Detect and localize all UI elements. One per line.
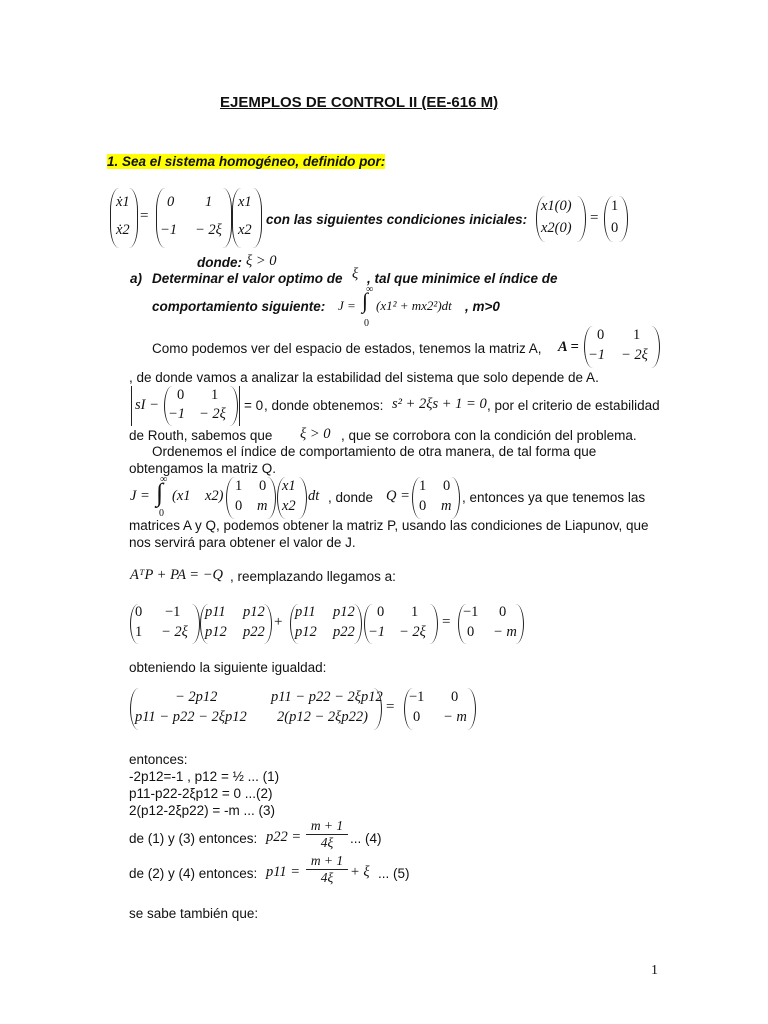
jq-integral-sign: ∫ [156,478,164,507]
p-matrix-2 [290,604,362,644]
p2-22: p22 [333,624,355,640]
index-J: J = [338,298,356,313]
al21: −1 [368,624,386,640]
jq-integral-upper: ∞ [160,474,168,485]
nq22: − m [493,624,517,640]
integral-sign: ∫ [362,288,369,313]
det-bar-left [131,386,132,426]
jq12: 0 [259,478,267,494]
eq4-denominator: 4ξ [320,835,334,850]
jqx2: x2 [282,498,296,514]
rq11: −1 [409,689,425,705]
stability-mid: , donde obtenemos: [264,398,384,413]
jq-J: J = [130,488,150,504]
q12: 0 [443,478,451,494]
page-number: 1 [651,963,658,978]
a11: 0 [167,194,175,210]
d12: 1 [211,387,219,403]
donde-label: donde: [197,255,242,270]
obtain-line: obteniendo la siguiente igualdad: [129,660,327,675]
page-title: EJEMPLOS DE CONTROL II (EE-616 M) [220,94,499,111]
jq21: 0 [235,498,243,514]
characteristic-polynomial: s² + 2ξs + 1 = 0 [392,396,487,412]
matrix-a-label: A = [558,339,579,355]
ma21: −1 [588,347,606,363]
equals-sign: = [590,210,599,226]
jq-col-vector [277,477,307,519]
problem-heading: 1. Sea el sistema homogéneo, definido por: [107,154,386,169]
p2-21: p12 [295,624,317,640]
p1-21: p12 [205,624,227,640]
system-matrix [156,188,232,248]
rq21: 0 [413,709,421,725]
equation-5-end: ... (5) [378,866,410,881]
jq-integral-lower: 0 [159,508,164,519]
equation-5-prefix: de (2) y (4) entonces: [129,866,258,881]
jq-row-x2: x2) [205,488,224,504]
part-a-line1-end: , tal que minimice el índice de [367,271,558,286]
lyapunov-equation: AᵀP + PA = −Q [130,567,223,583]
equation-2: p11-p22-2ξp12 = 0 ...(2) [129,786,273,801]
jq-row-x1: (x1 [172,488,191,504]
nq12: 0 [499,604,507,620]
r21: p11 − p22 − 2ξp12 [135,709,247,725]
equation-4-end: ... (4) [350,831,382,846]
jqx1: x1 [282,478,296,494]
result-neg-q [404,688,476,730]
part-a-line2: comportamiento siguiente: [152,299,326,314]
equation-1: -2p12=-1 , p12 = ½ ... (1) [129,769,280,784]
d11: 0 [177,387,185,403]
donde-condition: ξ > 0 [246,253,277,269]
equation-5-fraction [306,853,348,886]
x1-0: x1(0) [541,198,572,214]
nq21: 0 [467,624,475,640]
det-bar-right [239,386,240,426]
equation-5-lhs: p11 = [266,864,301,880]
eq5-denominator: 4ξ [320,870,334,885]
at-matrix [130,604,200,644]
at12: −1 [165,604,181,620]
rq12: 0 [451,689,459,705]
index-expression: (x1² + mx2²)dt [376,298,452,313]
eq4-numerator: m + 1 [306,818,348,835]
part-a-label: a) [130,271,143,286]
q22: m [441,498,452,514]
equation-5-plus-xi: + ξ [350,864,370,880]
q-label: Q = [386,488,410,504]
al22: − 2ξ [399,624,426,640]
equals-sign: = [140,208,149,224]
jq22: m [257,498,268,514]
part-a-line1: Determinar el valor optimo de [152,271,343,286]
order-line1: Ordenemos el índice de comportamiento de otra manera, de tal forma que [152,444,597,459]
equals-sign: = [442,614,451,630]
nq11: −1 [463,604,479,620]
result-matrix [130,688,382,730]
ma22: − 2ξ [621,347,648,363]
initial-rhs-vector [604,196,628,242]
a12: 1 [205,194,213,210]
p1-22: p22 [243,624,265,640]
a21: −1 [160,222,178,238]
x2: x2 [238,222,252,238]
xdot1: ẋ1 [116,194,130,210]
x2-0: x2(0) [541,220,572,236]
also-known-line: se sabe también que: [129,906,259,921]
lyapunov-end: , reemplazando llegamos a: [230,569,396,584]
matrix-a [584,326,660,368]
al11: 0 [377,604,385,620]
initial-lhs-vector [536,196,586,242]
equation-4-lhs: p22 = [266,829,302,845]
equation-4-fraction [306,818,348,851]
liapunov-line2: nos servirá para obtener el valor de J. [129,535,356,550]
at21: 1 [135,624,143,640]
jq-q-matrix [226,477,276,519]
x1: x1 [238,194,252,210]
p2-12: p12 [333,604,355,620]
a-matrix-lyap [364,604,438,644]
r12: p11 − p22 − 2ξp12 [271,689,383,705]
entonces-label: entonces: [129,752,188,767]
jq-end: , entonces ya que tenemos las [462,490,646,505]
jq-dt: dt [308,488,320,504]
p1-11: p11 [205,604,226,620]
xi-symbol: ξ [352,266,359,282]
integral-lower: 0 [364,318,369,329]
eq5-numerator: m + 1 [306,853,348,870]
at11: 0 [135,604,143,620]
state-derivative-vector [110,188,138,248]
init-2: 0 [611,220,619,236]
p2-11: p11 [295,604,316,620]
neg-q-matrix [458,604,524,644]
rq22: − m [443,709,467,725]
ma11: 0 [597,327,605,343]
d21: −1 [168,406,186,422]
state-vector [232,188,262,248]
at22: − 2ξ [161,624,188,640]
al12: 1 [411,604,419,620]
p1-12: p12 [243,604,265,620]
integral-upper: ∞ [366,284,374,295]
xdot2: ẋ2 [116,222,130,238]
q11: 1 [419,478,427,494]
jq-donde: , donde [328,490,374,505]
stability-end: , por el criterio de estabilidad [487,398,660,413]
routh-line: de Routh, sabemos que [129,428,273,443]
jq11: 1 [235,478,243,494]
equation-3: 2(p12-2ξp22) = -m ... (3) [129,803,275,818]
routh-condition: ξ > 0 [300,426,331,442]
stability-intro: , de donde vamos a analizar la estabilidad del sistema que solo depende de A. [129,370,599,385]
matrix-a-intro: Como podemos ver del espacio de estados, tenemos la matriz A, [152,341,542,356]
det-matrix [164,386,238,426]
plus-sign: + [274,614,283,630]
a22: − 2ξ [195,222,222,238]
ma12: 1 [633,327,641,343]
r22: 2(p12 − 2ξp22) [277,709,368,725]
initial-conditions-text: con las siguientes condiciones iniciales: [266,212,528,227]
equation-4-prefix: de (1) y (3) entonces: [129,831,258,846]
index-end: , m>0 [465,299,500,314]
routh-end: , que se corrobora con la condición del problema. [341,428,637,443]
q21: 0 [419,498,427,514]
p-matrix-1 [200,604,272,644]
init-1: 1 [611,198,619,214]
liapunov-line1: matrices A y Q, podemos obtener la matriz P, usando las condiciones de Liapunov, que [129,518,649,533]
d22: − 2ξ [199,406,226,422]
sI-term: sI − [135,397,159,413]
order-line2: obtengamos la matriz Q. [129,461,277,476]
det-equals-zero: = 0 [244,398,264,413]
r11: − 2p12 [175,689,218,705]
equals-sign: = [386,699,395,715]
q-matrix [412,477,460,519]
